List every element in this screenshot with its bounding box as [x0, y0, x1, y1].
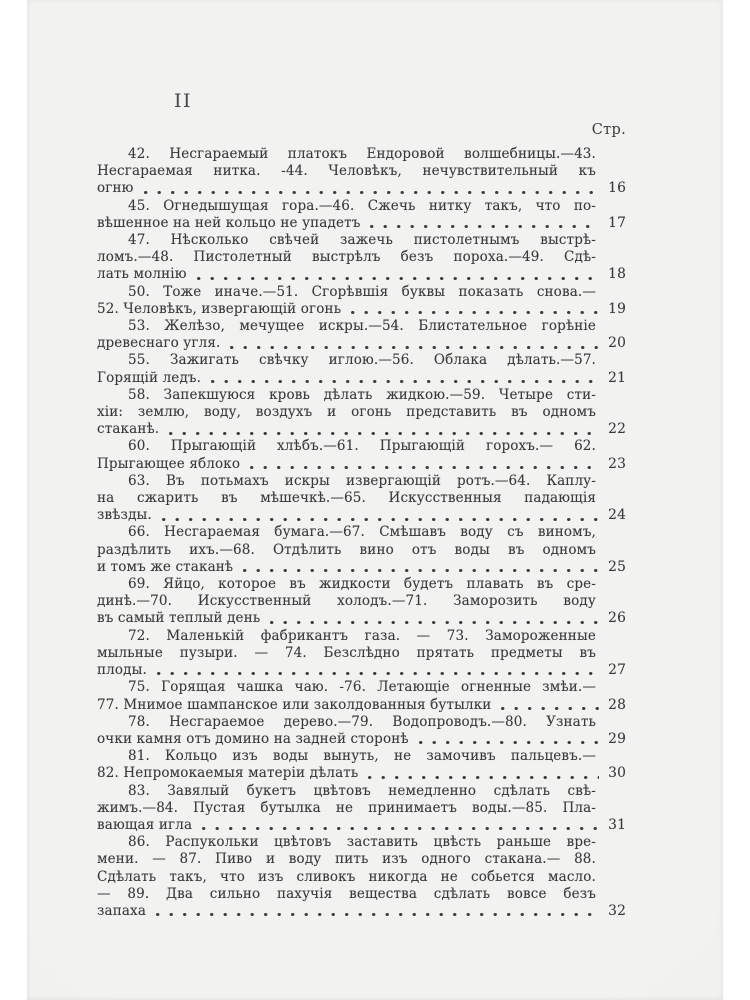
toc-line-text: древеснаго угля.	[97, 335, 221, 352]
toc-line	[97, 301, 626, 318]
toc-line	[97, 473, 626, 490]
toc-line-text: 78. Несгараемое дерево.—79. Водопроводъ.—80. Узнать	[128, 713, 596, 730]
toc-line	[97, 370, 626, 387]
toc-line	[97, 163, 626, 180]
toc-line-text: запаха	[97, 902, 147, 919]
toc-line	[97, 748, 626, 765]
toc-line	[97, 352, 626, 369]
toc-line-text: и томъ же стаканѣ	[97, 558, 234, 575]
toc-line	[97, 232, 626, 249]
toc-page-number: 20	[608, 335, 626, 352]
dot-leader	[362, 765, 599, 782]
toc-page-number: 29	[608, 730, 626, 747]
toc-line	[97, 679, 626, 696]
toc-line	[97, 335, 626, 352]
toc-line	[97, 645, 626, 662]
toc-line-text: въ самый теплый день	[97, 610, 261, 627]
toc-line	[97, 800, 626, 817]
dot-leader	[151, 662, 599, 679]
toc-line	[97, 783, 626, 800]
toc-line	[97, 628, 626, 645]
toc-line-text: 50. Тоже иначе.—51. Сгорѣвшія буквы показать снова.—	[128, 283, 596, 300]
toc-line	[97, 146, 626, 163]
toc-line-text: мени. — 87. Пиво и воду пить изъ одного стакана.— 88.	[97, 851, 596, 868]
toc-line-text: 63. Въ потьмахъ искры извергающій ротъ.—64. Каплу-	[128, 472, 596, 489]
toc-line-text: динѣ.—70. Искусственный холодъ.—71. Заморозить воду	[97, 593, 596, 610]
toc-line-text: 52. Человѣкъ, извергающій огонь	[97, 300, 342, 317]
toc-line-text: 83. Завялый букетъ цвѣтовъ немедленно сдѣлать свѣ-	[128, 782, 596, 799]
toc-page-number: 27	[608, 662, 626, 679]
toc-page-number: 31	[608, 816, 626, 833]
toc-line	[97, 869, 626, 886]
toc-page-number: 21	[608, 369, 626, 386]
table-of-contents	[97, 146, 626, 920]
toc-line	[97, 507, 626, 524]
toc-line	[97, 180, 626, 197]
toc-line-text: жимъ.—84. Пустая бутылка не принимаетъ воды.—85. Пла-	[97, 799, 596, 816]
toc-line	[97, 249, 626, 266]
toc-line	[97, 610, 626, 627]
toc-line	[97, 662, 626, 679]
toc-line-text: 55. Зажигать свѣчку иглою.—56. Облака дѣлать.—57.	[128, 352, 596, 369]
toc-line	[97, 765, 626, 782]
toc-line	[97, 438, 626, 455]
toc-line	[97, 266, 626, 283]
toc-line-text: 82. Непромокаемыя матеріи дѣлать	[97, 765, 359, 782]
toc-page-number: 32	[608, 902, 626, 919]
toc-page-number: 22	[608, 421, 626, 438]
toc-line-text: 45. Огнедышущая гора.—46. Сжечь нитку такъ, что по-	[128, 197, 596, 214]
toc-line-text: мыльные пузыри. — 74. Безслѣдно прятать предметы въ	[97, 644, 596, 661]
toc-page-number: 26	[608, 610, 626, 627]
toc-page-number: 17	[608, 214, 626, 231]
toc-line-text: 77. Мнимое шампанское или заколдованныя бутылки	[97, 696, 492, 713]
toc-page-number: 30	[608, 765, 626, 782]
toc-line-text: 47. Нѣсколько свѣчей зажечь пистолетнымъ выстрѣ-	[128, 232, 596, 249]
toc-line-text: ломъ.—48. Пистолетный выстрѣлъ безъ пороха.—49. Сдѣ-	[97, 249, 596, 266]
scanned-page	[27, 0, 723, 1000]
dot-leader	[191, 266, 599, 283]
toc-line-text: хіи: землю, воду, воздухъ и огонь представить въ одномъ	[97, 404, 596, 421]
toc-page-number: 25	[608, 558, 626, 575]
dot-leader	[244, 456, 599, 473]
toc-line	[97, 851, 626, 868]
page-column-header: Стр.	[591, 122, 626, 138]
dot-leader	[156, 507, 599, 524]
toc-line-text: 81. Кольцо изъ воды вынуть, не замочивъ пальцевъ.—	[128, 748, 596, 765]
toc-page-number: 24	[608, 507, 626, 524]
toc-page-number: 19	[608, 300, 626, 317]
toc-line-text: 58. Запекшуюся кровь дѣлать жидкою.—59. Четыре сти-	[128, 386, 596, 403]
toc-line	[97, 198, 626, 215]
toc-line	[97, 284, 626, 301]
dot-leader	[163, 421, 599, 438]
toc-line	[97, 215, 626, 232]
page-number-roman: II	[174, 90, 193, 112]
toc-line-text: Несгараемая нитка. -44. Человѣкъ, нечувствительный къ	[97, 163, 596, 180]
toc-line	[97, 387, 626, 404]
dot-leader	[495, 697, 599, 714]
toc-line	[97, 834, 626, 851]
toc-line-text: стаканѣ.	[97, 421, 160, 438]
toc-page-number: 23	[608, 455, 626, 472]
toc-line-text: лать молнію	[97, 266, 187, 283]
toc-line	[97, 524, 626, 541]
toc-line-text: Сдѣлать такъ, что изъ сливокъ никогда не собьется масло.	[97, 868, 596, 885]
toc-line-text: звѣзды.	[97, 507, 152, 524]
dot-leader	[345, 301, 599, 318]
dot-leader	[413, 731, 599, 748]
toc-line-text: огню	[97, 180, 134, 197]
toc-line	[97, 714, 626, 731]
toc-line	[97, 731, 626, 748]
toc-line	[97, 404, 626, 421]
toc-line-text: 75. Горящая чашка чаю. -76. Летающіе огненные змѣи.—	[128, 679, 596, 696]
toc-line-text: вѣшенное на ней кольцо не упадетъ	[97, 214, 361, 231]
toc-line-text: 66. Несгараемая бумага.—67. Смѣшавъ воду съ виномъ,	[128, 524, 596, 541]
toc-page-number: 16	[608, 180, 626, 197]
toc-line	[97, 817, 626, 834]
dot-leader	[150, 903, 599, 920]
toc-line-text: вающая игла	[97, 816, 193, 833]
toc-line	[97, 318, 626, 335]
toc-line	[97, 593, 626, 610]
dot-leader	[364, 215, 599, 232]
toc-line-text: очки камня отъ домино на задней сторонѣ	[97, 730, 409, 747]
toc-line-text: 86. Распукольки цвѣтовъ заставить цвѣсть раньше вре-	[128, 834, 596, 851]
toc-line	[97, 903, 626, 920]
toc-line-text: Прыгающее яблоко	[97, 455, 241, 472]
toc-line-text: 69. Яйцо, которое въ жидкости будетъ плавать въ сре-	[128, 576, 596, 593]
toc-line	[97, 886, 626, 903]
toc-line	[97, 559, 626, 576]
toc-line-text: на сжарить въ мѣшечкѣ.—65. Искусственныя падающія	[97, 490, 596, 507]
toc-line-text: раздѣлить ихъ.—68. Отдѣлить вино отъ воды въ одномъ	[97, 541, 596, 558]
dot-leader	[224, 335, 599, 352]
toc-line	[97, 421, 626, 438]
toc-line-text: плоды.	[97, 662, 147, 679]
toc-line-text: 60. Прыгающій хлѣбъ.—61. Прыгающій горохъ.— 62.	[128, 438, 596, 455]
dot-leader	[264, 610, 599, 627]
toc-line	[97, 576, 626, 593]
dot-leader	[138, 180, 599, 197]
toc-line	[97, 697, 626, 714]
toc-line	[97, 542, 626, 559]
toc-line-text: 42. Несгараемый платокъ Ендоровой волшебницы.—43.	[128, 146, 596, 162]
dot-leader	[237, 559, 599, 576]
dot-leader	[205, 370, 599, 387]
toc-line-text: Горящій ледъ.	[97, 369, 202, 386]
toc-page-number: 18	[608, 266, 626, 283]
toc-line	[97, 456, 626, 473]
dot-leader	[196, 817, 599, 834]
toc-line	[97, 490, 626, 507]
toc-line-text: 72. Маленькій фабрикантъ газа. — 73. Замороженные	[128, 627, 596, 644]
toc-line-text: — 89. Два сильно пахучія вещества сдѣлать вовсе безъ	[97, 885, 596, 902]
toc-line-text: 53. Желѣзо, мечущее искры.—54. Блистательное горѣніе	[128, 318, 596, 335]
toc-page-number: 28	[608, 696, 626, 713]
